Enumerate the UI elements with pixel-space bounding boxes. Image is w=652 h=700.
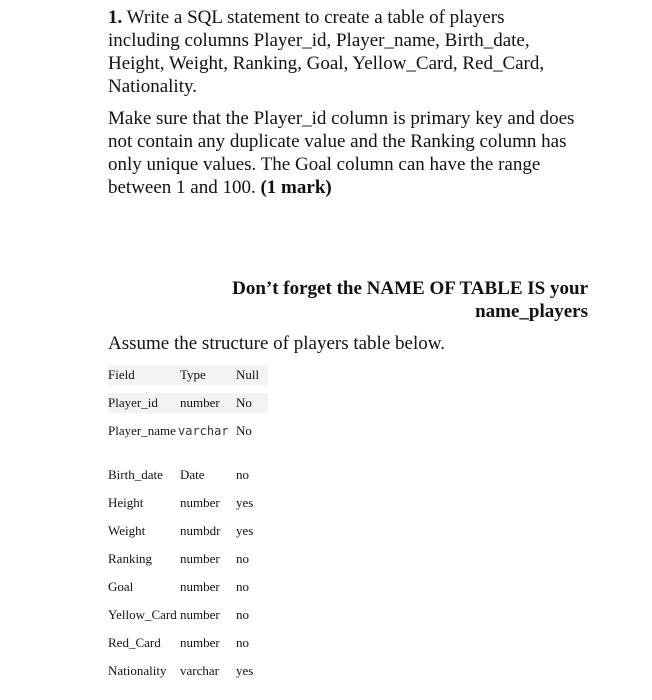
table-header-row	[108, 365, 268, 385]
field-cell: Goal	[108, 579, 134, 594]
field-cell: Red_Card	[108, 635, 161, 650]
table-row	[108, 421, 268, 441]
field-cell: Nationality	[108, 663, 167, 678]
null-cell: No	[236, 423, 252, 438]
table-row	[108, 633, 268, 653]
null-cell: yes	[236, 663, 254, 678]
field-cell: Player_name	[108, 423, 176, 438]
type-cell: varchar	[178, 424, 229, 438]
question-constraints	[108, 107, 583, 199]
table-row	[108, 393, 268, 413]
header-null: Null	[236, 367, 260, 382]
table-row	[108, 549, 268, 569]
field-cell: Birth_date	[108, 467, 163, 482]
table-row	[108, 493, 268, 513]
field-cell: Player_id	[108, 395, 158, 410]
field-cell: Height	[108, 495, 144, 510]
question-body: Write a SQL statement to create a table of players including columns Player_id, Player_name, Birth_date, Height, Weight, Ranking, Goal, Yellow_Card, Red_Card, Nationality.	[108, 7, 545, 97]
null-cell: yes	[236, 523, 254, 538]
type-cell: numbdr	[180, 523, 221, 538]
type-cell: Date	[180, 467, 205, 482]
table-row	[108, 521, 268, 541]
marks-label: (1 mark)	[260, 177, 332, 198]
null-cell: no	[236, 551, 249, 566]
type-cell: number	[180, 395, 220, 410]
null-cell: no	[236, 607, 249, 622]
null-cell: no	[236, 635, 249, 650]
type-cell: number	[180, 607, 220, 622]
constraints-text: Make sure that the Player_id column is primary key and does not contain any duplicate value and the Ranking column has only unique values. The Goal column can have the range between 1 and 100.	[108, 108, 575, 198]
table-row	[108, 605, 268, 625]
type-cell: varchar	[180, 663, 219, 678]
table-row	[108, 661, 268, 681]
field-cell: Weight	[108, 523, 146, 538]
table-row	[108, 465, 268, 485]
assume-text: Assume the structure of players table below.	[108, 333, 445, 354]
null-cell: no	[236, 579, 249, 594]
null-cell: No	[236, 395, 252, 410]
type-cell: number	[180, 579, 220, 594]
question-text	[108, 6, 578, 98]
field-cell: Yellow_Card	[108, 607, 177, 622]
question-number: 1.	[108, 7, 123, 28]
type-cell: number	[180, 551, 220, 566]
field-cell: Ranking	[108, 551, 153, 566]
null-cell: yes	[236, 495, 254, 510]
type-cell: number	[180, 635, 220, 650]
table-row	[108, 577, 268, 597]
type-cell: number	[180, 495, 220, 510]
header-field: Field	[108, 367, 135, 382]
header-type: Type	[180, 367, 206, 382]
table-name-reminder: Don’t forget the NAME OF TABLE IS your name_players	[232, 278, 588, 322]
null-cell: no	[236, 467, 249, 482]
